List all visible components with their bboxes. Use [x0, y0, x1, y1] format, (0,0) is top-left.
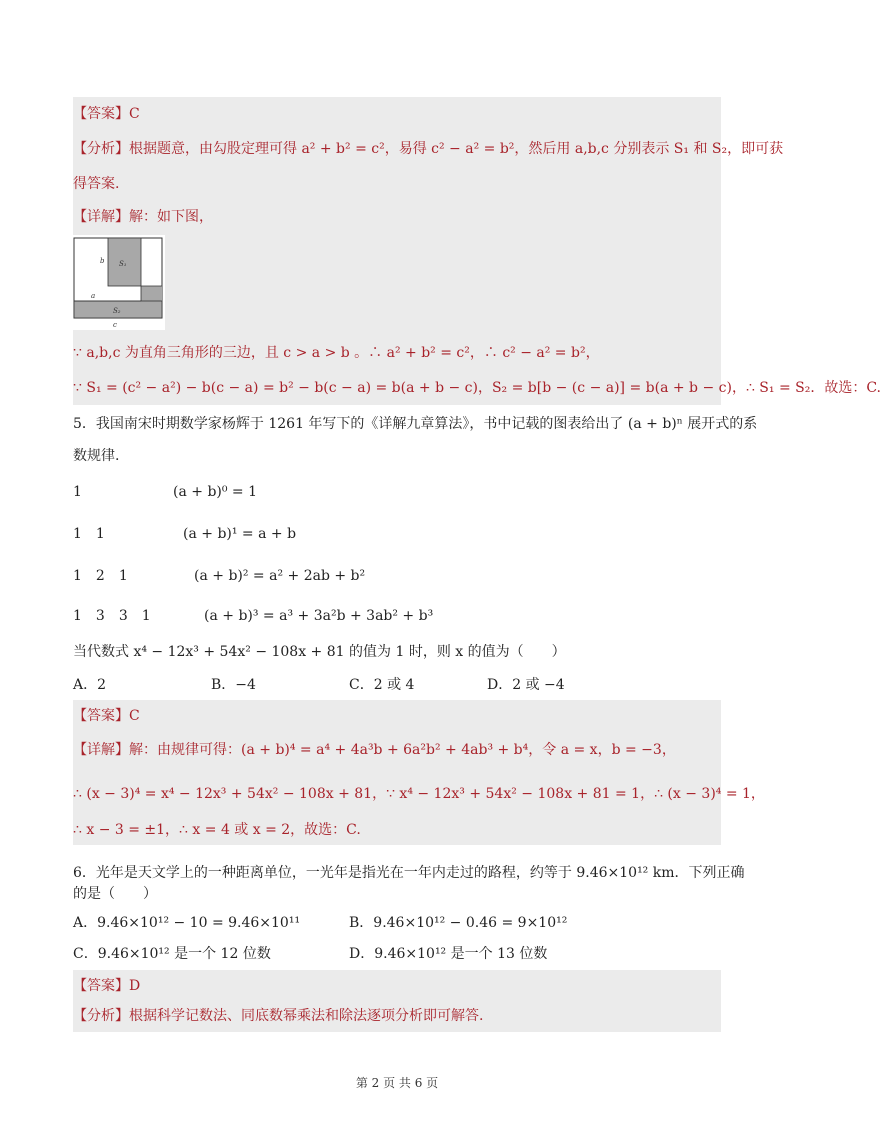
yanghui-formula-row-1: (a + b)¹ = a + b [183, 526, 297, 542]
detail-tag: 【详解】 [73, 209, 129, 225]
q6-stem-line-1: 6．光年是天文学上的一种距离单位，一光年是指光在一年内走过的路程，约等于 9.46×10¹² km．下列正确 [73, 865, 745, 881]
q5-option-a: A．2 [73, 677, 107, 693]
q6-option-c: C．9.46×10¹² 是一个 12 位数 [73, 946, 271, 962]
detail-text-3: ∴ x − 3 = ±1，∴ x = 4 或 x = 2，故选：C. [73, 822, 361, 838]
analysis-line [73, 139, 783, 159]
answer-line [73, 976, 140, 996]
detail-line-1 [73, 740, 676, 760]
solution-block-q4 [73, 97, 881, 405]
q5-question: 当代数式 x⁴ − 12x³ + 54x² − 108x + 81 的值为 1 时，则 x 的值为（ ） [73, 644, 566, 660]
q5-stem-line-1: 5．我国南宋时期数学家杨辉于 1261 年写下的《详解九章算法》，书中记载的图表给出了 (a + b)ⁿ 展开式的系 [73, 416, 758, 432]
answer-value: C [129, 708, 140, 724]
square-figure [73, 235, 165, 330]
answer-value: D [129, 978, 141, 994]
answer-value: C [129, 106, 140, 122]
analysis-line-2 [73, 174, 119, 194]
because-line-1 [73, 343, 600, 363]
answer-tag: 【答案】 [73, 978, 129, 994]
figure-label-b: b [100, 257, 105, 265]
q6-option-a: A．9.46×10¹² − 10 = 9.46×10¹¹ [73, 915, 301, 931]
analysis-text: 根据科学记数法、同底数幂乘法和除法逐项分析即可解答. [129, 1008, 484, 1024]
analysis-tag: 【分析】 [73, 1008, 129, 1024]
detail-line [73, 207, 213, 227]
analysis-text: 根据题意，由勾股定理可得 a² + b² = c²，易得 c² − a² = b²，然后用 a,b,c 分别表示 S₁ 和 S₂，即可获 [129, 141, 784, 157]
q6-option-b: B．9.46×10¹² − 0.46 = 9×10¹² [349, 915, 568, 931]
square-diagram [73, 235, 165, 330]
q5-stem-line-2: 数规律. [73, 448, 120, 464]
answer-line [73, 104, 140, 124]
detail-text: 解：如下图， [129, 209, 213, 225]
yanghui-coeffs-row-2: 1 2 1 [73, 568, 128, 584]
detail-line-3 [73, 820, 361, 840]
detail-text-2: ∴ (x − 3)⁴ = x⁴ − 12x³ + 54x² − 108x + 81，∵ x⁴ − 12x³ + 54x² − 108x + 81 = 1，∴ (x − 3)⁴ = 1， [73, 786, 765, 802]
yanghui-formula-row-3: (a + b)³ = a³ + 3a²b + 3ab² + b³ [204, 608, 434, 624]
because-text-2: ∵ S₁ = (c² − a²) − b(c − a) = b² − b(c − a) = b(a + b − c)，S₂ = b[b − (c − a)] = b(a + b − c)，∴ S₁ = S₂．故选：C. [73, 380, 881, 396]
analysis-line [73, 1006, 483, 1026]
yanghui-coeffs-row-3: 1 3 3 1 [73, 608, 151, 624]
q6-option-d: D．9.46×10¹² 是一个 13 位数 [349, 946, 548, 962]
figure-label-s1: S₁ [119, 260, 127, 268]
answer-tag: 【答案】 [73, 708, 129, 724]
detail-text-1: 解：由规律可得：(a + b)⁴ = a⁴ + 4a³b + 6a²b² + 4ab³ + b⁴，令 a = x，b = −3， [129, 742, 676, 758]
solution-block-q6 [73, 970, 721, 1032]
page-footer: 第 2 页 共 6 页 [355, 1076, 439, 1090]
detail-tag: 【详解】 [73, 742, 129, 758]
answer-tag: 【答案】 [73, 106, 129, 122]
figure-label-s2: S₂ [113, 307, 121, 315]
q5-option-b: B．−4 [211, 677, 256, 693]
answer-line [73, 706, 140, 726]
figure-label-a: a [91, 292, 96, 300]
q5-option-c: C．2 或 4 [349, 677, 415, 693]
because-text-1: ∵ a,b,c 为直角三角形的三边，且 c > a > b 。∴ a² + b² = c²，∴ c² − a² = b²， [73, 345, 600, 361]
yanghui-formula-row-2: (a + b)² = a² + 2ab + b² [194, 568, 366, 584]
detail-line-2 [73, 784, 765, 804]
yanghui-coeffs-row-1: 1 1 [73, 526, 105, 542]
q6-stem-line-2: 的是（ ） [73, 886, 157, 902]
solution-block-q5 [73, 700, 765, 845]
analysis-tag: 【分析】 [73, 141, 129, 157]
figure-label-c: c [113, 321, 117, 329]
q5-option-d: D．2 或 −4 [487, 677, 565, 693]
yanghui-coeffs-row-0: 1 [73, 484, 82, 500]
yanghui-formula-row-0: (a + b)⁰ = 1 [173, 484, 258, 500]
analysis-text-2: 得答案. [73, 176, 120, 192]
because-line-2 [73, 378, 881, 398]
